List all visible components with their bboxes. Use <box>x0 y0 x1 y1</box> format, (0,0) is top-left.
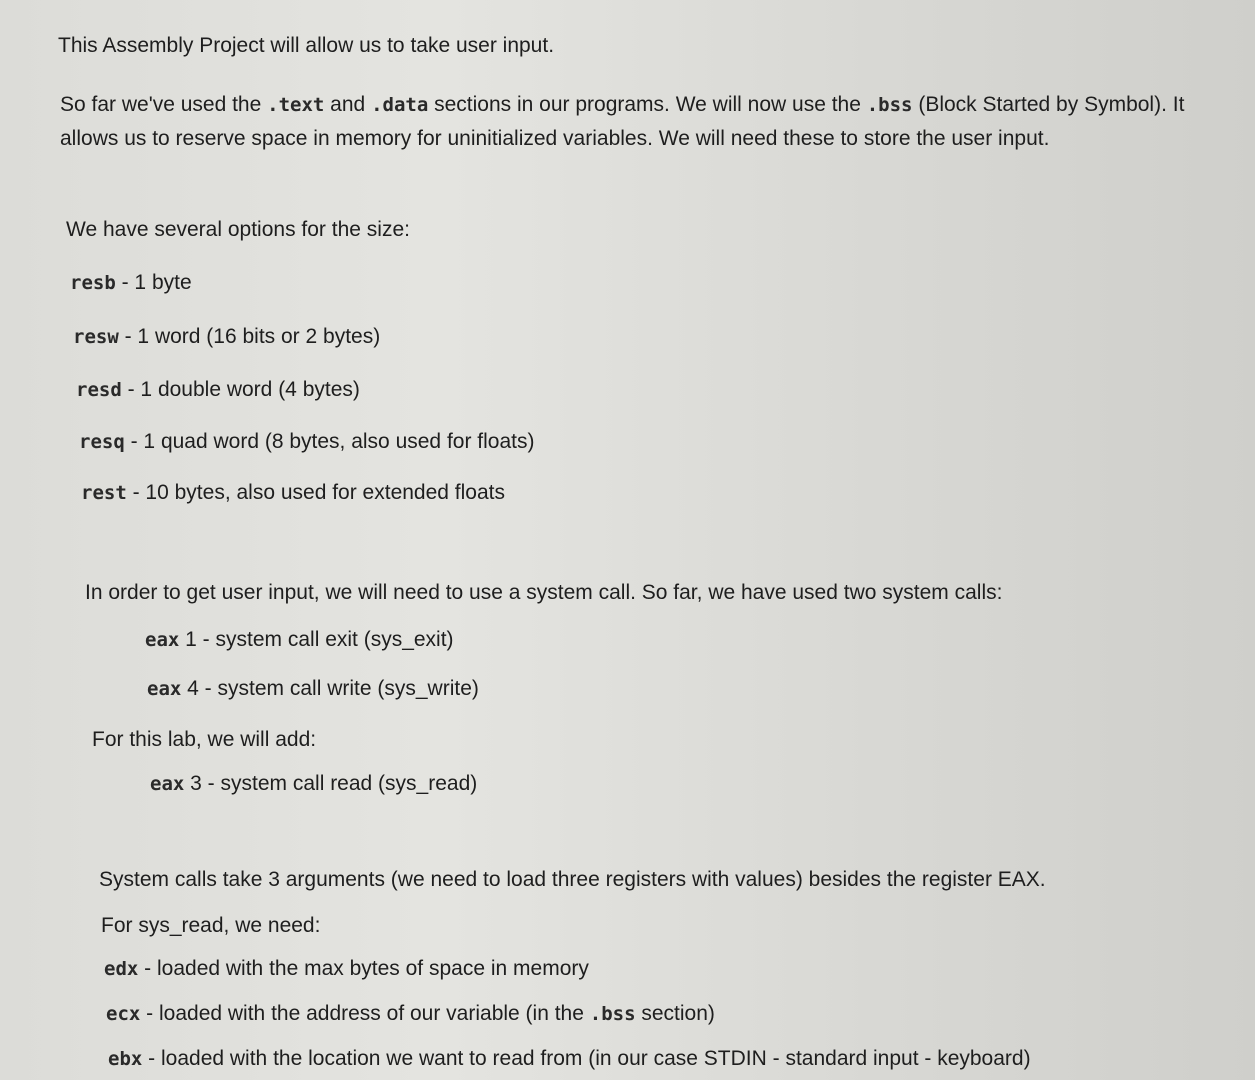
read-intro: For sys_read, we need: <box>101 914 321 937</box>
call-desc: 3 - system call read (sys_read) <box>184 772 478 795</box>
size-code: resw <box>73 326 119 348</box>
size-item-resw <box>73 321 380 353</box>
size-desc: - 1 quad word (8 bytes, also used for floats) <box>124 430 535 453</box>
sections-paragraph <box>60 88 1230 156</box>
add-intro: For this lab, we will add: <box>92 728 317 751</box>
sections-text-1: So far we've used the <box>60 93 268 116</box>
sections-text-2: and <box>324 93 372 116</box>
reg-item-edx <box>104 953 589 985</box>
size-desc: - 1 word (16 bits or 2 bytes) <box>118 325 381 348</box>
reg-desc: - loaded with the location we want to read from (in our case STDIN - standard input - keyboard) <box>142 1047 1031 1070</box>
sections-text-3: sections in our programs. We will now use the <box>428 93 867 116</box>
reg-desc: - loaded with the address of our variable (in the <box>140 1002 590 1025</box>
size-code: resd <box>76 379 122 401</box>
reg-item-ebx <box>108 1043 1031 1075</box>
used-call-exit <box>145 624 454 656</box>
size-desc: - 1 double word (4 bytes) <box>121 378 360 401</box>
reg-desc: - loaded with the max bytes of space in memory <box>138 957 589 980</box>
register-code: ebx <box>108 1048 143 1070</box>
sections-text-4: (Block Started by Symbol). It allows us to reserve space in memory for uninitialized variables. We will need these to store the user input. <box>60 93 1185 150</box>
text-section-code: .text <box>267 94 325 116</box>
bss-section-code: .bss <box>589 1003 636 1025</box>
size-intro: We have several options for the size: <box>66 218 410 241</box>
register-code: eax <box>147 678 182 700</box>
size-desc: - 10 bytes, also used for extended floats <box>126 481 505 504</box>
size-code: rest <box>81 482 127 504</box>
size-desc: - 1 byte <box>115 271 192 294</box>
register-code: eax <box>150 773 185 795</box>
reg-desc-end: section) <box>635 1002 715 1025</box>
reg-item-ecx <box>106 998 715 1030</box>
used-call-write <box>147 673 479 705</box>
intro-text: This Assembly Project will allow us to take user input. <box>58 34 555 57</box>
size-item-resd <box>76 374 360 406</box>
size-code: resb <box>70 272 116 294</box>
register-code: edx <box>104 958 139 980</box>
register-code: eax <box>145 629 180 651</box>
call-desc: 4 - system call write (sys_write) <box>181 677 479 700</box>
size-item-rest <box>81 477 505 509</box>
call-desc: 1 - system call exit (sys_exit) <box>179 628 454 651</box>
args-intro: System calls take 3 arguments (we need to load three registers with values) besides the register EAX. <box>99 868 1046 891</box>
size-item-resq <box>79 426 534 458</box>
add-call-read <box>150 768 477 800</box>
syscall-intro: In order to get user input, we will need to use a system call. So far, we have used two system calls: <box>85 581 1003 604</box>
size-code: resq <box>79 431 125 453</box>
bss-section-code: .bss <box>866 94 913 116</box>
data-section-code: .data <box>371 94 429 116</box>
register-code: ecx <box>106 1003 141 1025</box>
size-item-resb <box>70 267 192 299</box>
